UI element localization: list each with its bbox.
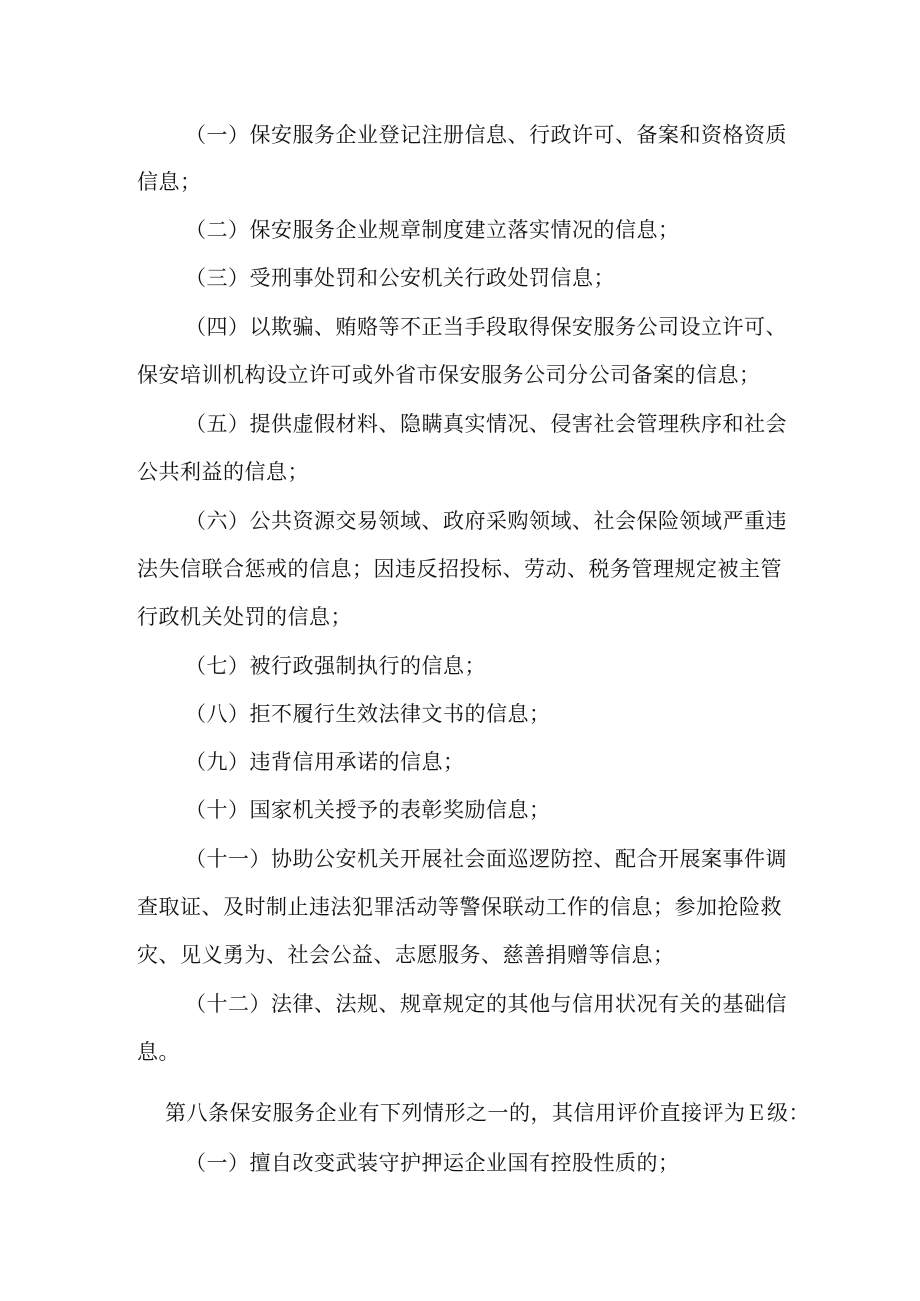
- item-4-line-2: 保安培训机构设立许可或外省市保安服务公司分公司备案的信息；: [137, 363, 761, 387]
- item-7: （七）被行政强制执行的信息；: [185, 654, 486, 678]
- item-10: （十）国家机关授予的表彰奖励信息；: [185, 798, 551, 822]
- item-4-line-1: （四）以欺骗、贿赂等不正当手段取得保安服务公司设立许可、: [185, 315, 787, 339]
- item-6-line-1: （六）公共资源交易领域、政府采购领域、社会保险领域严重违: [185, 509, 787, 533]
- item-3: （三）受刑事处罚和公安机关行政处罚信息；: [185, 266, 615, 290]
- item-2: （二）保安服务企业规章制度建立落实情况的信息；: [185, 218, 680, 242]
- item-6-line-2: 法失信联合惩戒的信息；因违反招投标、劳动、税务管理规定被主管: [137, 557, 782, 581]
- item-1-line-1: （一）保安服务企业登记注册信息、行政许可、备案和资格资质: [185, 123, 787, 147]
- item-5-line-1: （五）提供虚假材料、隐瞒真实情况、侵害社会管理秩序和社会: [185, 412, 787, 436]
- item-9: （九）违背信用承诺的信息；: [185, 750, 465, 774]
- item-11-line-3: 灾、见义勇为、社会公益、志愿服务、慈善捐赠等信息；: [137, 943, 675, 967]
- article-8-item-1: （一）擅自改变武装守护押运企业国有控股性质的；: [185, 1151, 680, 1175]
- item-11-line-2: 查取证、及时制止违法犯罪活动等警保联动工作的信息；参加抢险救: [137, 895, 782, 919]
- item-1-line-2: 信息；: [137, 170, 202, 194]
- item-12-line-1: （十二）法律、法规、规章规定的其他与信用状况有关的基础信: [185, 992, 787, 1016]
- item-6-line-3: 行政机关处罚的信息；: [137, 605, 352, 629]
- item-12-line-2: 息。: [137, 1040, 180, 1064]
- article-8-heading: 第八条保安服务企业有下列情形之一的，其信用评价直接评为Ｅ级：: [165, 1101, 810, 1125]
- item-5-line-2: 公共利益的信息；: [137, 460, 309, 484]
- item-11-line-1: （十一）协助公安机关开展社会面巡逻防控、配合开展案事件调: [185, 847, 787, 871]
- item-8: （八）拒不履行生效法律文书的信息；: [185, 702, 551, 726]
